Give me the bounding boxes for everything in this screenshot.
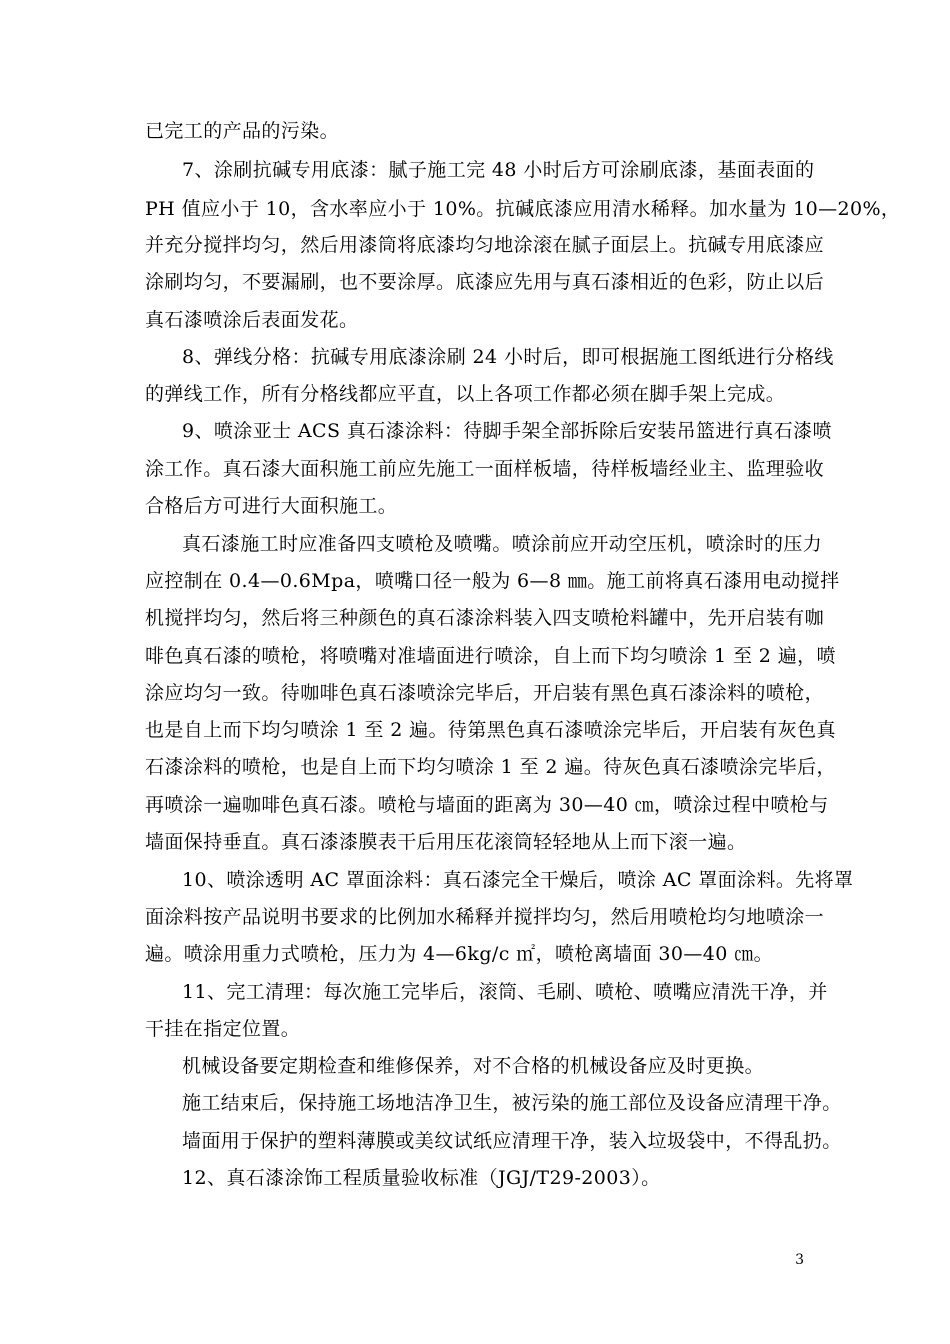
text-line: 面涂料按产品说明书要求的比例加水稀释并搅拌均匀，然后用喷枪均匀地喷涂一 (145, 906, 825, 928)
text-line: PH 值应小于 10，含水率应小于 10%。抗碱底漆应用清水稀释。加水量为 10—20%， (145, 198, 901, 220)
text-line: 墙面用于保护的塑料薄膜或美纹试纸应清理干净，装入垃圾袋中，不得乱扔。 (182, 1130, 842, 1152)
text-line: 11、完工清理：每次施工完毕后，滚筒、毛刷、喷枪、喷嘴应清洗干净，并 (182, 981, 828, 1003)
text-line: 7、涂刷抗碱专用底漆：腻子施工完 48 小时后方可涂刷底漆，基面表面的 (182, 159, 815, 181)
text-line: 9、喷涂亚士 ACS 真石漆涂料：待脚手架全部拆除后安装吊篮进行真石漆喷 (182, 420, 832, 442)
text-line: 已完工的产品的污染。 (145, 120, 340, 142)
text-line: 合格后方可进行大面积施工。 (145, 495, 398, 517)
text-line: 涂应均匀一致。待咖啡色真石漆喷涂完毕后，开启装有黑色真石漆涂料的喷枪， (145, 682, 825, 704)
text-line: 应控制在 0.4—0.6Mpa，喷嘴口径一般为 6—8 ㎜。施工前将真石漆用电动搅拌 (145, 570, 840, 592)
text-line: 也是自上而下均匀喷涂 1 至 2 遍。待第黑色真石漆喷涂完毕后，开启装有灰色真 (145, 719, 836, 741)
text-line: 12、真石漆涂饰工程质量验收标准（JGJ/T29-2003）。 (182, 1167, 661, 1189)
text-line: 10、喷涂透明 AC 罩面涂料：真石漆完全干燥后，喷涂 AC 罩面涂料。先将罩 (182, 869, 854, 891)
text-line: 石漆涂料的喷枪，也是自上而下均匀喷涂 1 至 2 遍。待灰色真石漆喷涂完毕后， (145, 756, 836, 778)
text-line: 并充分搅拌均匀，然后用漆筒将底漆均匀地涂滚在腻子面层上。抗碱专用底漆应 (145, 234, 825, 256)
text-line: 机械设备要定期检查和维修保养，对不合格的机械设备应及时更换。 (182, 1055, 765, 1077)
text-line: 墙面保持垂直。真石漆漆膜表干后用压花滚筒轻轻地从上而下滚一遍。 (145, 831, 747, 853)
text-line: 机搅拌均匀，然后将三种颜色的真石漆涂料装入四支喷枪料罐中，先开启装有咖 (145, 607, 825, 629)
text-line: 干挂在指定位置。 (145, 1018, 301, 1040)
text-line: 涂工作。真石漆大面积施工前应先施工一面样板墙，待样板墙经业主、监理验收 (145, 458, 825, 480)
text-line: 啡色真石漆的喷枪，将喷嘴对准墙面进行喷涂，自上而下均匀喷涂 1 至 2 遍，喷 (145, 645, 836, 667)
text-line: 8、弹线分格：抗碱专用底漆涂刷 24 小时后，即可根据施工图纸进行分格线 (182, 346, 834, 368)
text-line: 再喷涂一遍咖啡色真石漆。喷枪与墙面的距离为 30—40 ㎝，喷涂过程中喷枪与 (145, 794, 829, 816)
text-line: 真石漆喷涂后表面发花。 (145, 309, 359, 331)
text-line: 施工结束后，保持施工场地洁净卫生，被污染的施工部位及设备应清理干净。 (182, 1092, 842, 1114)
page-number: 3 (795, 1252, 804, 1268)
text-line: 遍。喷涂用重力式喷枪，压力为 4—6kg/c ㎡，喷枪离墙面 30—40 ㎝。 (145, 943, 774, 965)
text-line: 真石漆施工时应准备四支喷枪及喷嘴。喷涂前应开动空压机，喷涂时的压力 (182, 533, 823, 555)
text-line: 的弹线工作，所有分格线都应平直，以上各项工作都必须在脚手架上完成。 (145, 383, 786, 405)
text-line: 涂刷均匀，不要漏刷，也不要涂厚。底漆应先用与真石漆相近的色彩，防止以后 (145, 271, 825, 293)
